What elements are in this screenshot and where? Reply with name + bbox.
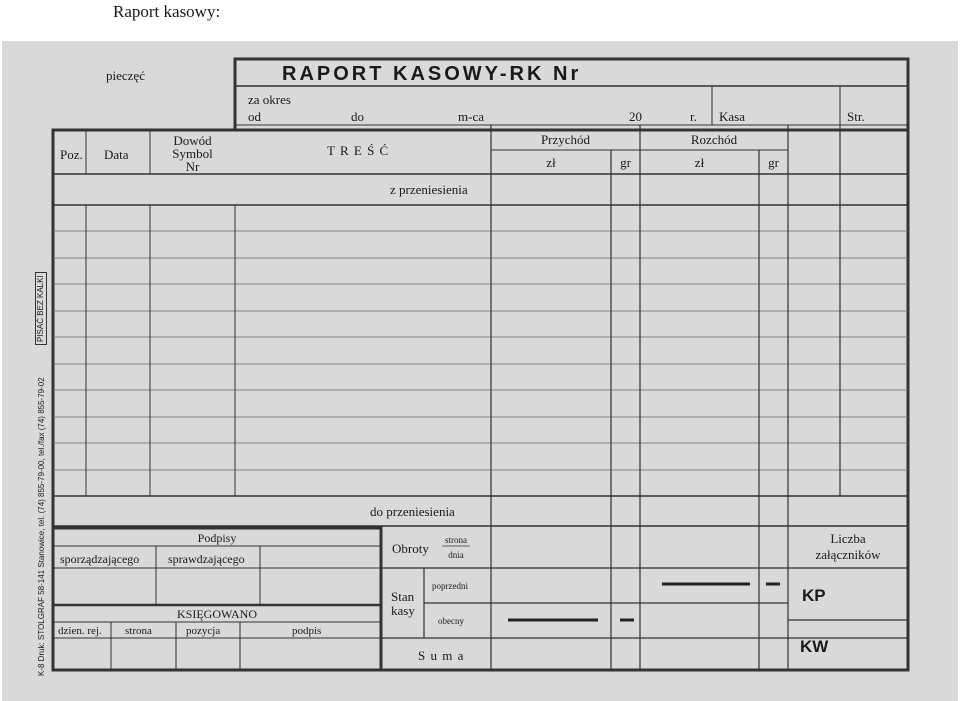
col-header-description: T R E Ś Ć — [327, 143, 390, 158]
stamp-label: pieczęć — [106, 68, 145, 83]
cash-balance-label-1: Stan — [391, 589, 415, 604]
signatures-title: Podpisy — [197, 531, 237, 545]
turnover-label: Obroty — [392, 541, 429, 556]
no-carbon-note: PISAĆ BEZ KALKI — [35, 272, 47, 345]
kw-label: KW — [800, 637, 829, 656]
page-caption: Raport kasowy: — [113, 2, 221, 21]
col-header-document: Dowód — [173, 133, 212, 148]
carried-to-label: do przeniesienia — [370, 504, 455, 519]
posted-title: KSIĘGOWANO — [177, 607, 257, 621]
income-zl-header: zł — [546, 155, 556, 170]
income-gr-header: gr — [620, 155, 631, 170]
col-header-symbol: Symbol — [172, 146, 213, 161]
signature-checked-label: sprawdzającego — [168, 552, 245, 566]
kp-label: KP — [802, 586, 826, 605]
signature-prepared-label: sporządzającego — [60, 552, 140, 566]
attachments-label-2: załączników — [815, 547, 881, 562]
year-suffix: r. — [690, 109, 697, 124]
posted-position-label: pozycja — [186, 625, 221, 637]
carried-from-label: z przeniesienia — [390, 182, 468, 197]
printer-imprint: K-8 Druk: STOLGRAF 58-141 Stanowice, tel. (74) 855-79-00, tel./fax (74) 855-79-02 — [37, 377, 46, 676]
attachments-label-1: Liczba — [830, 531, 866, 546]
month-label: m-ca — [458, 109, 484, 124]
form-title: RAPORT KASOWY-RK Nr — [282, 63, 582, 85]
current-balance-label: obecny — [438, 616, 464, 626]
expense-zl-header: zł — [694, 155, 705, 170]
posted-signature-label: podpis — [292, 625, 322, 637]
period-from-label: od — [248, 109, 261, 124]
posted-page-label: strona — [125, 625, 152, 637]
page-number-label: Str. — [847, 109, 865, 124]
col-header-expense: Rozchód — [690, 132, 738, 147]
period-to-label: do — [351, 109, 364, 124]
year-prefix: 20 — [629, 109, 642, 124]
turnover-page-label: strona — [445, 535, 467, 545]
total-label: S u m a — [418, 648, 465, 663]
cash-balance-label-2: kasy — [391, 603, 415, 618]
col-header-position: Poz. — [60, 147, 83, 162]
col-header-number: Nr — [185, 159, 200, 174]
expense-gr-header: gr — [768, 155, 779, 170]
period-label: za okres — [248, 92, 291, 107]
posted-journal-label: dzien. rej. — [58, 625, 102, 637]
cash-desk-label: Kasa — [719, 109, 745, 124]
col-header-date: Data — [104, 147, 129, 162]
col-header-income: Przychód — [540, 132, 591, 147]
turnover-day-label: dnia — [448, 550, 464, 560]
previous-balance-label: poprzedni — [432, 581, 468, 591]
